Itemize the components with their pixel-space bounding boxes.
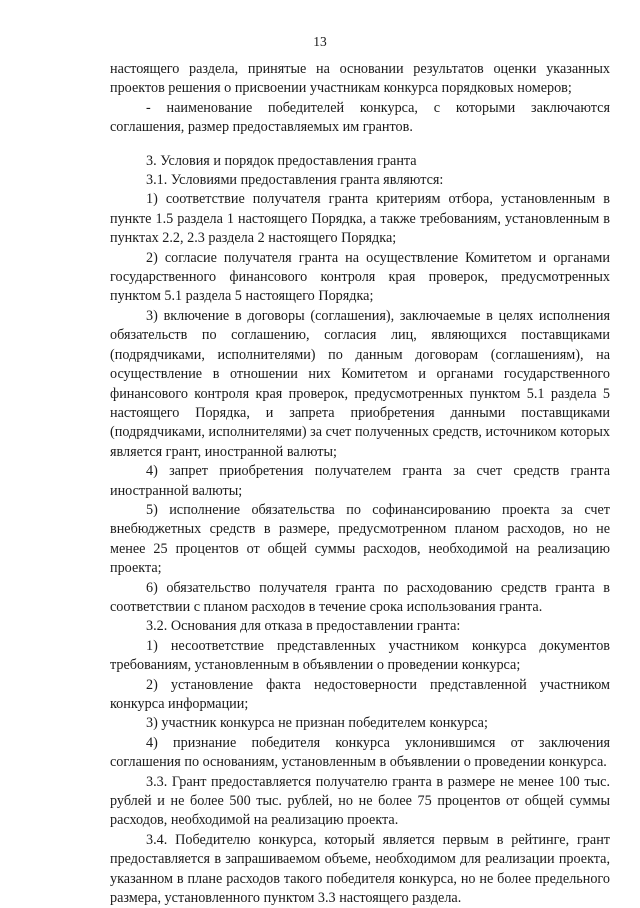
paragraph-list-item: 1) несоответствие представленных участником конкурса документов требованиям, установленным в объявлении о проведении конкурса; [110, 637, 610, 674]
paragraph-list-item: 2) установление факта недостоверности представленной участником конкурса информации; [110, 676, 610, 712]
paragraph-list-item: - наименование победителей конкурса, с которыми заключаются соглашения, размер предоставляемых им грантов. [110, 99, 610, 136]
paragraph-clause: 3.1. Условиями предоставления гранта являются: [146, 172, 444, 189]
paragraph-clause: 3.3. Грант предоставляется получателю гранта в размере не менее 100 тыс. рублей и не более 500 тыс. рублей, но не более 75 процентов от общей суммы расходов, необходимой на реализацию проекта. [110, 773, 610, 829]
paragraph-list-item: 4) запрет приобретения получателем гранта за счет средств гранта иностранной валюты; [110, 463, 610, 499]
paragraph-list-item: 2) согласие получателя гранта на осуществление Комитетом и органами государственного финансового контроля края проверок, предусмотренных пунктом 5.1 раздела 5 настоящего Порядка; [110, 249, 610, 305]
document-body [110, 60, 610, 908]
paragraph-clause: 3.4. Победителю конкурса, который является первым в рейтинге, грант предоставляется в запрашиваемом объеме, необходимом для реализации проекта, указанном в плане расходов такого победителя конкурса, но не более предельного размера, установленного пунктом 3.3 настоящего раздела. [110, 831, 610, 907]
paragraph-list-item: 3) включение в договоры (соглашения), заключаемые в целях исполнения обязательств по соглашению, согласия лиц, являющихся поставщиками (подрядчиками, исполнителями) по данным договорам (соглашениям), на осуществление в отношении них Комитетом и органами государственного финансового контроля края проверок, предусмотренных пунктом 5.1 раздела 5 настоящего Порядка, и запрета приобретения данными поставщиками (подрядчиками, исполнителями) за счет полученных средств, источником которых является грант, иностранной валюты; [110, 307, 610, 460]
paragraph-list-item: 1) соответствие получателя гранта критериям отбора, установленным в пункте 1.5 раздела 1 настоящего Порядка, а также требованиям, установленным в пунктах 2.2, 2.3 раздела 2 настоящего Порядка; [110, 191, 610, 247]
paragraph-continuation: настоящего раздела, принятые на основании результатов оценки указанных проектов решения о присвоении участникам конкурса порядковых номеров; [110, 61, 610, 97]
paragraph-clause: 3.2. Основания для отказа в предоставлении гранта: [146, 618, 461, 635]
section-heading: 3. Условия и порядок предоставления гранта [146, 152, 417, 169]
paragraph-list-item: 6) обязательство получателя гранта по расходованию средств гранта в соответствии с планом расходов в течение срока использования гранта. [110, 579, 610, 615]
paragraph-list-item: 3) участник конкурса не признан победителем конкурса; [146, 715, 488, 732]
paragraph-list-item: 4) признание победителя конкурса уклонившимся от заключения соглашения по основаниям, установленным в объявлении о проведении конкурса. [110, 734, 610, 771]
page-number: 13 [313, 34, 327, 49]
paragraph-list-item: 5) исполнение обязательства по софинансированию проекта за счет внебюджетных средств в размере, предусмотренном планом расходов, но не менее 25 процентов от общей суммы расходов, необходимой на реализацию проекта; [110, 501, 610, 577]
